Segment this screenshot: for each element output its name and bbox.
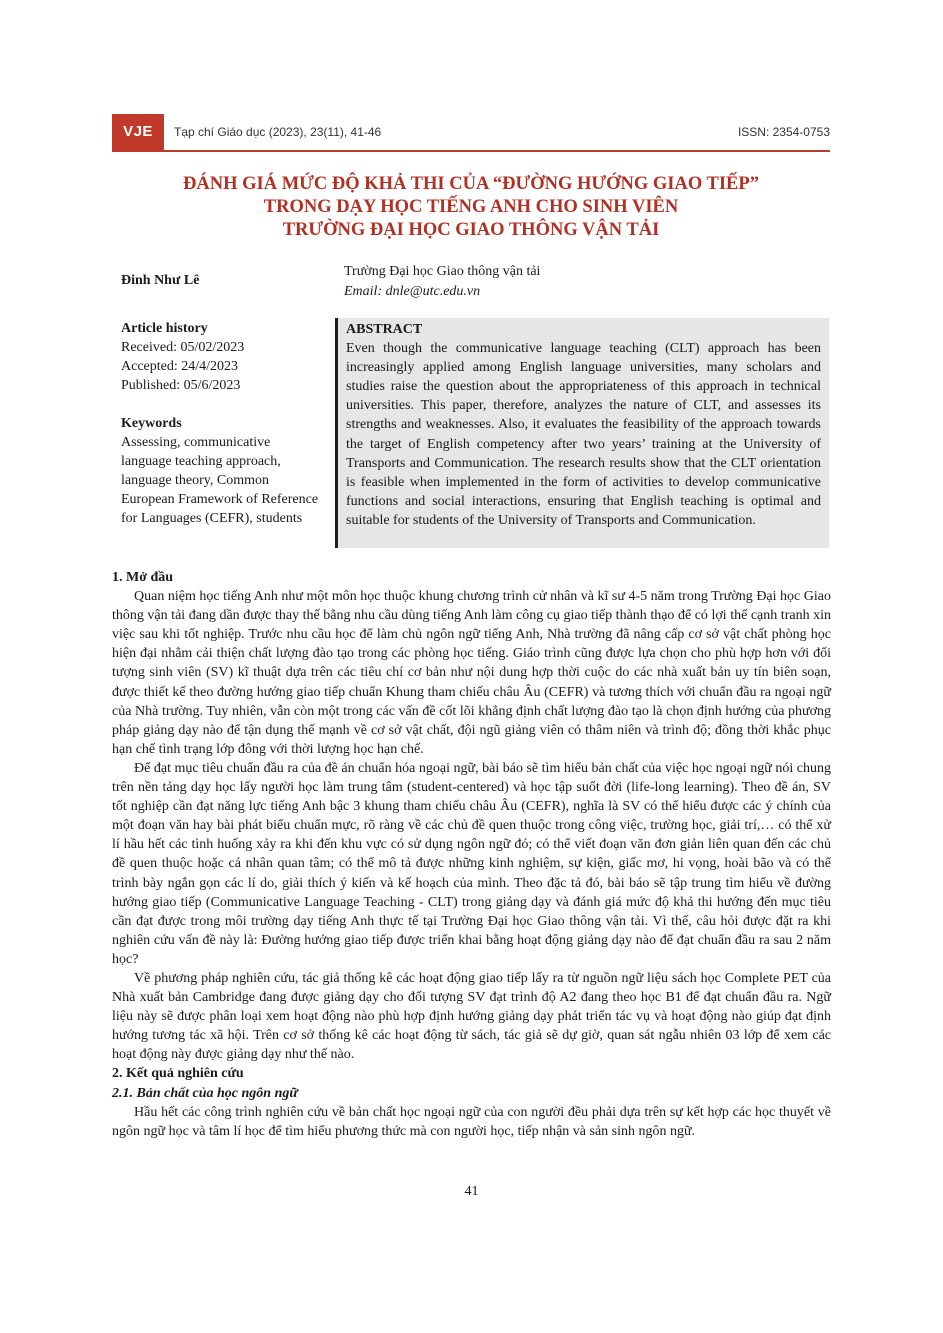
header-divider <box>112 150 830 152</box>
abstract-heading: ABSTRACT <box>346 322 423 337</box>
title-line-3: TRƯỜNG ĐẠI HỌC GIAO THÔNG VẬN TẢI <box>282 220 660 240</box>
author-affiliation-block <box>344 262 540 302</box>
article-history-heading: Article history <box>121 321 208 336</box>
keywords-heading: Keywords <box>121 416 182 431</box>
journal-citation: Tạp chí Giáo dục (2023), 23(11), 41-46 <box>174 125 382 139</box>
paragraph: Về phương pháp nghiên cứu, tác giả thống kê các hoạt động giao tiếp lấy ra từ nguồn ngữ liệu sách học Complete PET của Nhà xuất bản Cambridge đang được giảng dạy cho đối tượng SV đạt trình độ A2 đang theo học B1 để đạt chuẩn đầu ra. Ngữ liệu này sẽ được phân loại xem hoạt động nào phù hợp định hướng giảng dạy phát triển tác vụ và hoạt động nào giúp đạt định hướng tương tác xã hội. Trên cơ sở thống kê các hoạt động từ sách, tác giả sẽ dự giờ, quan sát ngẫu nhiên 03 lớp để xem các hoạt động này được giảng dạy như thế nào. <box>112 970 831 1063</box>
journal-logo: VJE <box>112 114 164 150</box>
keywords-text: Assessing, communicative language teaching approach, language theory, Common European Framework of Reference for Languages (CEFR), students <box>121 435 319 526</box>
section-heading-results: 2. Kết quả nghiên cứu <box>112 1066 244 1082</box>
page-header <box>112 114 830 150</box>
author-email[interactable]: Email: dnle@utc.edu.vn <box>344 284 481 299</box>
abstract-box <box>335 318 829 548</box>
page-number: 41 <box>464 1184 479 1199</box>
paragraph: Hầu hết các công trình nghiên cứu về bản chất học ngoại ngữ của con người đều phải dựa trên sự kết hợp các học thuyết về ngôn ngữ học và tâm lí học để tìm hiểu phương thức mà con người học, tiếp nhận và sản sinh ngôn ngữ. <box>112 1104 831 1139</box>
affiliation: Trường Đại học Giao thông vận tải <box>344 264 541 279</box>
article-title <box>112 173 830 242</box>
author-name: Đinh Như Lê <box>121 273 200 288</box>
title-line-2: TRONG DẠY HỌC TIẾNG ANH CHO SINH VIÊN <box>263 197 679 217</box>
paragraph: Để đạt mục tiêu chuẩn đầu ra của đề án chuẩn hóa ngoại ngữ, bài báo sẽ tìm hiểu bản chất của việc học ngoại ngữ nói chung trên nền tảng dạy học lấy người học làm trung tâm (student-centered) và học tập suốt đời (life-long learning). Theo đề án, SV tốt nghiệp cần đạt năng lực tiếng Anh bậc 3 khung tham chiếu châu Âu (CEFR), nghĩa là SV có thể hiểu được các ý chính của một đoạn văn hay bài phát biểu chuẩn mực, rõ ràng về các chủ đề quen thuộc trong công việc, trường học, giải trí,… có thể xử lí hầu hết các tình huống xảy ra khi đến khu vực có sử dụng ngôn ngữ đó; có thể viết đoạn văn đơn giản liên quan đến các chủ đề quen thuộc hoặc cá nhân quan tâm; có thể mô tả được những kinh nghiệm, sự kiện, giấc mơ, hi vọng, hoài bão và có thể trình bày ngắn gọn các lí do, giải thích ý kiến và kế hoạch của mình. Theo đặc tả đó, bài báo sẽ tập trung tìm hiểu về đường hướng giao tiếp (Communicative Language Teaching - CLT) trong giảng dạy và đánh giá mức độ khả thi hướng đến mục tiêu cần đạt được trong môi trường dạy tiếng Anh thực tế tại Trường Đại học Giao thông vận tải. Vì thế, câu hỏi được đặt ra khi nghiên cứu vấn đề này là: Đường hướng giao tiếp được triển khai bằng hoạt động giảng dạy nào để đạt chuẩn đầu ra sau 2 năm học? <box>112 760 831 967</box>
accepted-date: Accepted: 24/4/2023 <box>121 359 239 374</box>
title-line-1: ĐÁNH GIÁ MỨC ĐỘ KHẢ THI CỦA “ĐƯỜNG HƯỚNG GIAO TIẾP” <box>183 174 759 194</box>
paragraph: Quan niệm học tiếng Anh như một môn học thuộc khung chương trình cử nhân và kĩ sư 4-5 năm trong Trường Đại học Giao thông vận tải đang dần được thay thế bằng nhu cầu dùng tiếng Anh làm công cụ giao tiếp thành thạo để có lợi thế cạnh tranh xin việc sau khi tốt nghiệp. Trước nhu cầu học để làm chủ ngôn ngữ tiếng Anh, Nhà trường đã nâng cấp cơ sở vật chất phòng học hiện đại nhằm cải thiện chất lượng đào tạo trong các phòng học tiếng. Giáo trình cũng được lựa chọn cho phù hợp hơn với đối tượng sinh viên (SV) kĩ thuật dựa trên các tiêu chí cơ bản như nội dung hợp thời cuộc do các nhà xuất bản uy tín biên soạn, được thiết kế theo đường hướng giao tiếp chuẩn Khung tham chiếu châu Âu (CEFR) và tương thích với chuẩn đầu ra ngoại ngữ của Nhà trường. Tuy nhiên, vẫn còn một trong các vấn đề cốt lõi khẳng định chất lượng đào tạo là chọn định hướng của phương pháp giảng dạy nào để tận dụng thế mạnh về cơ sở vật chất, đội ngũ giảng viên có thâm niên và trình độ; đồng thời khắc phục hạn chế tình trạng lớp đông với thời lượng học hạn chế. <box>112 589 831 757</box>
abstract-text: Even though the communicative language teaching (CLT) approach has been increasingly applied among English language universities, many scholars and studies raise the question about the appropriateness of this approach in technical universities. This paper, therefore, analyzes the nature of CLT, and assesses its strengths and weaknesses. Also, it evaluates the feasibility of the approach towards the target of English competency after two years’ training at the University of Transports and Communication. The research results show that the CLT orientation is feasible when implemented in the form of activities to develop communicative functions and social interactions, ensuring that English teaching is optimal and suitable for students of the University of Transports and Communication. <box>346 341 821 528</box>
published-date: Published: 05/6/2023 <box>121 378 241 393</box>
subsection-heading: 2.1. Bản chất của học ngôn ngữ <box>112 1085 298 1101</box>
received-date: Received: 05/02/2023 <box>121 340 245 355</box>
section-heading-intro: 1. Mở đầu <box>112 570 174 585</box>
article-body <box>112 568 831 1141</box>
article-metadata <box>121 319 321 528</box>
issn: ISSN: 2354-0753 <box>737 125 830 139</box>
